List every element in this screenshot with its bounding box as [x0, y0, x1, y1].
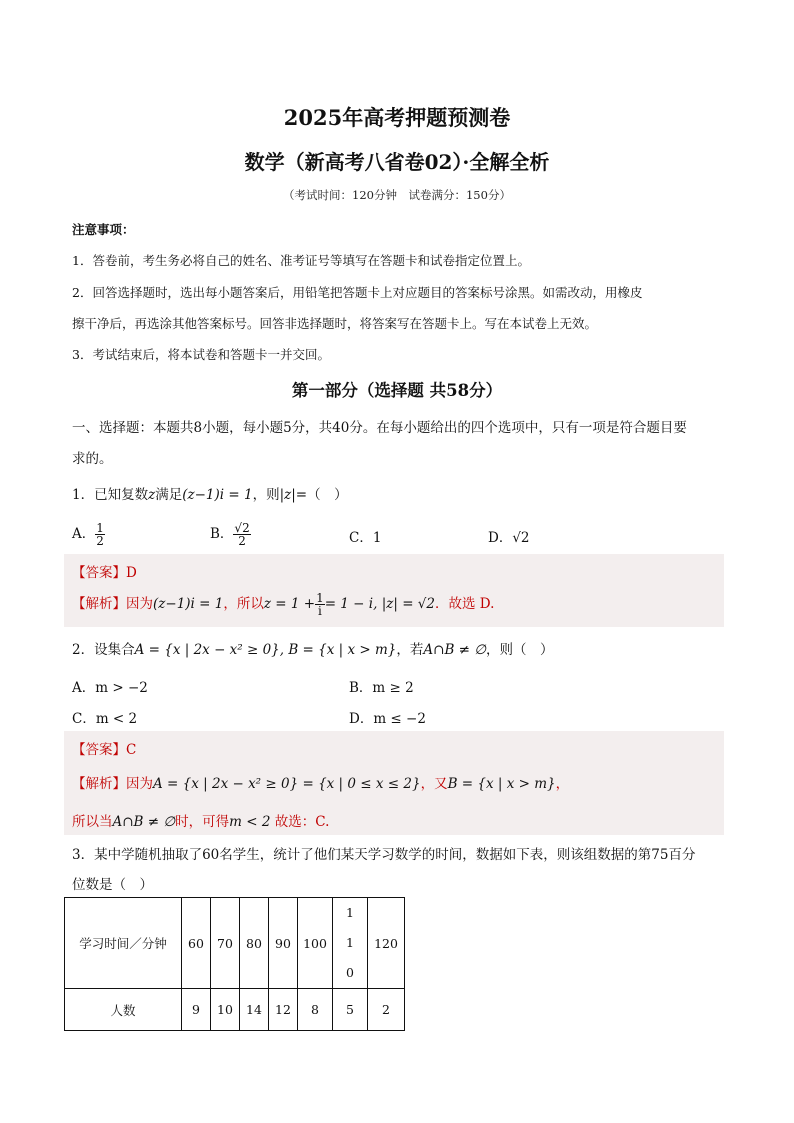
q1-answer-value: D	[126, 565, 137, 581]
q2-analysis-text-2: ，又	[420, 776, 448, 792]
q1-option-a-den: 2	[96, 534, 104, 548]
q1-analysis-text-3: ．故选 D.	[434, 596, 495, 612]
q1-analysis-math-2: z = 1 +	[263, 596, 316, 612]
table-row	[65, 989, 405, 1031]
table-cell-time: 70	[211, 898, 240, 989]
q1-stem	[72, 483, 348, 503]
q1-stem-suffix: =（ ）	[295, 487, 348, 503]
q2-analysis-text-4: 所以当	[72, 814, 113, 830]
q1-analysis-frac-den: i	[317, 604, 322, 618]
q2-stem-suffix: ，则（ ）	[486, 642, 554, 658]
q3-stem-cont: 位数是（ ）	[72, 877, 153, 893]
table-cell-count: 5	[333, 989, 368, 1031]
table-cell-count: 8	[298, 989, 333, 1031]
q1-option-b-den: 2	[238, 534, 246, 548]
table-cell-count: 10	[211, 989, 240, 1031]
q1-answer-label: 【答案】	[72, 565, 126, 581]
section-intro: 一、选择题：本题共8小题，每小题5分，共40分。在每小题给出的四个选项中，只有一项是符合题目要	[72, 420, 687, 436]
q1-option-b-label: B．	[210, 526, 234, 542]
q2-option-d: D．m ≤ −2	[349, 711, 426, 727]
notice-item-3: 3．考试结束后，将本试卷和答题卡一并交回。	[72, 347, 330, 362]
table-cell-time	[333, 898, 368, 989]
q1-abs: |z|	[279, 487, 296, 503]
table-cell-time: 120	[368, 898, 405, 989]
table-cell-count: 14	[240, 989, 269, 1031]
q1-option-b-fraction	[233, 522, 250, 547]
page-subtitle: 数学（新高考八省卷02）·全解全析	[244, 150, 550, 174]
q2-analysis-text-5: 时，可得	[175, 814, 230, 830]
q3-stem: 3．某中学随机抽取了60名学生，统计了他们某天学习数学的时间，数据如下表，则该组数据的第75百分	[72, 847, 696, 863]
q2-answer-value: C	[126, 742, 137, 758]
table-row	[65, 898, 405, 989]
q1-analysis-fraction	[315, 592, 325, 617]
page-title: 2025年高考押题预测卷	[283, 105, 511, 130]
q1-analysis-math-3: = 1 − i, |z| = √2	[324, 596, 435, 612]
q1-analysis-frac-num: 1	[316, 591, 324, 605]
q1-analysis-text-1: 因为	[126, 596, 153, 612]
table-cell-time: 60	[182, 898, 211, 989]
table-cell-time: 80	[240, 898, 269, 989]
q2-analysis-math-3: A∩B ≠ ∅	[112, 814, 176, 830]
q1-option-c: C．1	[349, 530, 382, 546]
table-header-time: 学习时间／分钟	[65, 898, 182, 989]
q1-option-a	[72, 522, 105, 547]
notice-item-1: 1．答卷前，考生务必将自己的姓名、准考证号等填写在答题卡和试卷指定位置上。	[72, 253, 530, 268]
q2-stem	[72, 638, 554, 658]
q2-answer	[72, 738, 136, 758]
q2-analysis-math-2: B = {x | x > m}	[447, 776, 556, 792]
q1-option-b-num: √2	[234, 521, 250, 535]
q2-analysis-cont	[72, 810, 329, 830]
table-header-count: 人数	[65, 989, 182, 1031]
q2-answer-label: 【答案】	[72, 742, 126, 758]
q2-analysis-math-4: m < 2	[229, 814, 271, 830]
q2-analysis-text-3: ，	[555, 776, 570, 792]
q1-option-b	[210, 522, 251, 547]
notice-item-2: 2．回答选择题时，选出每小题答案后，用铅笔把答题卡上对应题目的答案标号涂黑。如需改动，用橡皮	[72, 285, 643, 300]
q1-option-a-label: A．	[72, 526, 96, 542]
q2-analysis-text-1: 因为	[126, 776, 153, 792]
notice-item-2-cont: 擦干净后，再选涂其他答案标号。回答非选择题时，将答案写在答题卡上。写在本试卷上无效。	[72, 316, 598, 331]
q2-option-b: B．m ≥ 2	[349, 680, 414, 696]
notice-heading: 注意事项：	[72, 222, 135, 237]
q2-analysis	[72, 772, 569, 792]
q2-stem-prefix: 2．设集合	[72, 642, 135, 658]
q2-set-definition: A = {x | 2x − x² ≥ 0}, B = {x | x > m}	[134, 642, 397, 658]
table-cell-count: 12	[269, 989, 298, 1031]
table-cell-count: 2	[368, 989, 405, 1031]
q2-condition: A∩B ≠ ∅	[423, 642, 487, 658]
q2-option-c: C．m < 2	[72, 711, 138, 727]
q2-option-a: A．m > −2	[72, 680, 148, 696]
section-title: 第一部分（选择题 共58分）	[291, 381, 503, 400]
q1-condition: (z−1)i = 1	[182, 487, 253, 503]
q2-stem-mid: ，若	[396, 642, 424, 658]
q1-option-a-num: 1	[96, 521, 104, 535]
q1-analysis-label: 【解析】	[72, 596, 126, 612]
q1-stem-mid: 满足	[155, 487, 183, 503]
q1-analysis-math-1: (z−1)i = 1	[153, 596, 224, 612]
table-cell-count: 9	[182, 989, 211, 1031]
q1-stem-prefix: 1．已知复数	[72, 487, 149, 503]
q2-analysis-text-6: 故选：C.	[270, 814, 330, 830]
q2-analysis-math-1: A = {x | 2x − x² ≥ 0} = {x | 0 ≤ x ≤ 2}	[153, 776, 421, 792]
q2-analysis-label: 【解析】	[72, 776, 126, 792]
q1-option-a-fraction	[95, 522, 105, 547]
q3-data-table	[64, 897, 405, 1031]
q1-stem-mid2: ，则	[252, 487, 280, 503]
section-intro-cont: 求的。	[72, 451, 113, 467]
table-cell-time: 90	[269, 898, 298, 989]
table-cell-time-wrapped: 110	[346, 905, 354, 980]
q1-analysis	[72, 592, 494, 617]
q1-answer	[72, 561, 137, 581]
table-cell-time: 100	[298, 898, 333, 989]
q1-analysis-text-2: ，所以	[223, 596, 264, 612]
exam-info: （考试时间：120分钟 试卷满分：150分）	[283, 188, 511, 202]
q1-option-d: D．√2	[488, 530, 530, 546]
q1-var: z	[148, 487, 156, 503]
